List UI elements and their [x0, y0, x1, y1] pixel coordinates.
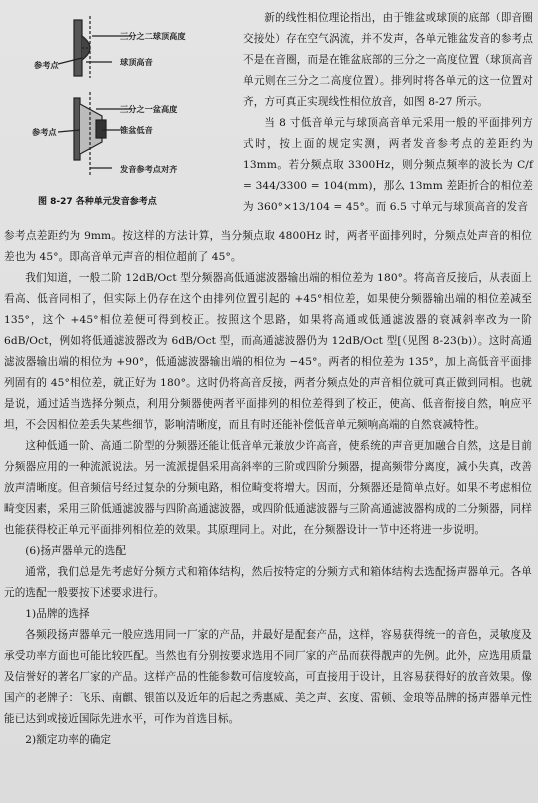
- paragraph: 通常，我们总是先考虑好分频方式和箱体结构，然后按特定的分频方式和箱体结构去选配扬声器单元。各单元的选配一般要按下述要求进行。: [4, 566, 532, 599]
- figure-8-27: [14, 6, 246, 206]
- label-dome-tweeter: 球顶高音: [120, 57, 153, 67]
- subsection-heading: 1)品牌的选择: [25, 608, 90, 620]
- figure-caption: 图 8-27 各种单元发音参考点: [38, 197, 157, 207]
- subsection-heading: 2)额定功率的确定: [25, 734, 112, 746]
- label-cone-woofer: 锥盆低音: [120, 125, 153, 135]
- label-one-third-cone-height: 三分之一盆高度: [120, 104, 178, 114]
- section-heading: (6)扬声器单元的选配: [25, 545, 127, 557]
- paragraph-continuation: 参考点差距约为 9mm。按这样的方法计算，当分频点取 4800Hz 时，两者平面排列时，分频点处声音的相位差也为 45°。即高音单元声音的相位超前了 45°。: [4, 230, 532, 263]
- paragraph: 当 8 寸低音单元与球顶高音单元采用一般的平面排列方式时，按上面的规定实测，两者发音参考点的差距约为 13mm。若分频点取 3300Hz，则分频点频率的波长为 C/f = 344/3300 = 104(mm)，那么 13mm 差距折合的相位差为 360°×13/104 = 45°。而 6.5 寸单元与球顶高音的发音: [243, 117, 533, 213]
- paragraph: 这种低通一阶、高通二阶型的分频器还能让低音单元兼放少许高音，使系统的声音更加融合自然，这是目前分频器应用的一种流派说法。另一流派提倡采用高斜率的三阶或四阶分频器，提高频带分离度，减小失真，改善放声清晰度。但音频信号经过复杂的分频电路，相位畸变将增大。因而，分频器还是简单点好。如果不考虑相位畸变因素，采用三阶低通滤波器与四阶高通滤波器，或四阶低通滤波器与三阶高通滤波器构成的二分频器，同样也能获得校正单元平面排列相位差的效果。其原理同上。对此，在分频器设计一节中还将进一步说明。: [4, 440, 532, 536]
- right-column-text: [243, 8, 533, 218]
- paragraph: 各频段扬声器单元一般应选用同一厂家的产品，并最好是配套产品，这样，容易获得统一的音色，灵敏度及承受功率方面也可能比较匹配。当然也有分别按要求选用不同厂家的产品而获得靓声的先例。此外，应选用质量及信誉好的著名厂家的产品。这样产品的性能参数可信度较高，可直接用于设计，且容易获得好的放音效果。像国产的老牌子：飞乐、南麒、银笛以及近年的后起之秀惠威、美之声、玄度、雷顿、金琅等品牌的扬声器单元性能已达到或接近国际先进水平，可作为首选目标。: [4, 629, 532, 725]
- main-body-text: [4, 226, 532, 751]
- label-reference-alignment: 发音参考点对齐: [120, 164, 178, 174]
- label-woofer-reference-point: 参考点: [32, 127, 57, 137]
- paragraph: 我们知道，一般二阶 12dB/Oct 型分频器高低通滤波器输出端的相位差为 180°。将高音反接后，从表面上看高、低音同相了，但实际上仍存在这个由排列位置引起的 +45°相位差，如果使分频器输出端的相位差减至 135°，这个 +45°相位差便可得到校正。按照这个思路，如果将高通或低通滤波器的衰减斜率改为一阶 6dB/Oct，例如将低通滤波器改为 6dB/Oct 型，而高通滤波器仍为 12dB/Oct 型[（见图 8-23(b)）。这时高通滤波器输出端的相位为 +90°，低通滤波器输出端的相位为 −45°。两者的相位差为 135°，加上高低音平面排列固有的 45°相位差，就正好为 180°。这时仍将高音反接，两者分频点处的声音相位就可真正做到同相。也就是说，通过适当选择分频点，利用分频器使两者平面排列的相位差得到了校正，使高、低音衔接自然，响应平坦，不会因相位差丢失某些细节，影响清晰度，而且有时还能补偿低音单元频响高端的自然衰减特性。: [4, 272, 532, 431]
- label-tweeter-reference-point: 参考点: [34, 60, 59, 70]
- tweeter-drawing: [58, 16, 132, 78]
- label-two-thirds-dome-height: 三分之二球顶高度: [120, 31, 186, 41]
- paragraph: 新的线性相位理论指出，由于锥盆或球顶的底部（即音圈交接处）存在空气涡流，并不发声，各单元锥盆发音的参考点不是在音圈，而是在锥盆底部的三分之一高度位置（球顶高音单元则在三分之二高度位置）。排列时将各单元的这一位置对齐，方可真正实现线性相位放音，如图 8-27 所示。: [243, 12, 533, 108]
